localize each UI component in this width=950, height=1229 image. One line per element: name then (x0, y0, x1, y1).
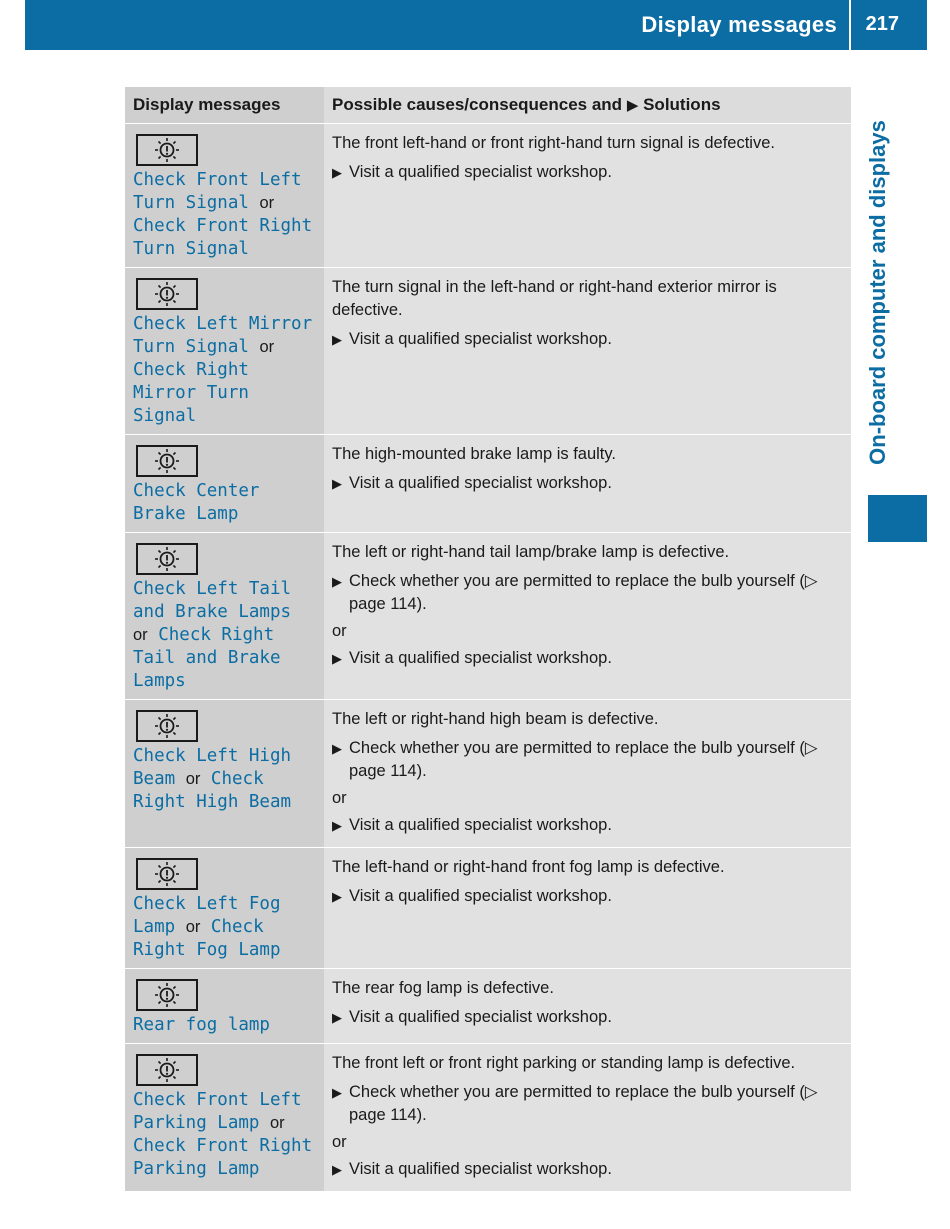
solution-step-text: Check whether you are permitted to replace the bulb yourself (▷ page 114). (349, 739, 818, 780)
display-message-text (133, 480, 316, 526)
causes-cell (324, 700, 851, 847)
col-header-causes-text: Possible causes/consequences and (332, 95, 623, 114)
message-cell (125, 268, 324, 434)
display-messages-table (125, 87, 851, 1192)
side-section-label (866, 100, 890, 485)
solution-step (332, 161, 843, 184)
cause-text: The rear fog lamp is defective. (332, 979, 554, 997)
causes-cell (324, 1044, 851, 1191)
message-cell (125, 533, 324, 699)
triangle-right-icon: ▶ (626, 97, 639, 114)
solution-step-text: Visit a qualified specialist workshop. (349, 649, 612, 667)
page-header (25, 0, 927, 50)
table-body (125, 124, 851, 1192)
display-message-text (133, 1089, 316, 1181)
or-separator: or (332, 789, 347, 807)
solution-step (332, 472, 843, 495)
triangle-right-icon: ▶ (332, 574, 342, 589)
page-number: 217 (865, 13, 899, 35)
triangle-right-icon: ▶ (332, 889, 342, 904)
display-message-part: Check Front Right Turn Signal (133, 216, 313, 259)
causes-cell (324, 124, 851, 267)
display-message-part: Rear fog lamp (133, 1015, 270, 1035)
table-row (125, 268, 851, 435)
triangle-right-icon: ▶ (332, 476, 342, 491)
message-cell (125, 700, 324, 847)
triangle-right-icon: ▶ (332, 332, 342, 347)
bulb-warning-icon (136, 710, 198, 742)
or-separator: or (332, 622, 347, 640)
triangle-right-icon: ▶ (332, 818, 342, 833)
cause-text: The left-hand or right-hand front fog lamp is defective. (332, 858, 725, 876)
solution-step (332, 1081, 843, 1127)
table-row (125, 700, 851, 848)
display-message-text (133, 578, 316, 693)
solution-step-text: Check whether you are permitted to replace the bulb yourself (▷ page 114). (349, 572, 818, 613)
display-message-part: Check Front Right Parking Lamp (133, 1136, 313, 1179)
table-row (125, 124, 851, 268)
solution-step-text: Visit a qualified specialist workshop. (349, 1008, 612, 1026)
solution-step (332, 328, 843, 351)
table-row (125, 848, 851, 969)
causes-cell (324, 533, 851, 699)
table-header (125, 87, 851, 124)
col-header-messages: Display messages (125, 87, 324, 123)
table-row (125, 969, 851, 1044)
causes-cell (324, 969, 851, 1043)
solution-step (332, 1006, 843, 1029)
solution-step-text: Visit a qualified specialist workshop. (349, 163, 612, 181)
message-cell (125, 969, 324, 1043)
cause-text: The front left or front right parking or standing lamp is defective. (332, 1054, 796, 1072)
cause-text: The front left-hand or front right-hand turn signal is defective. (332, 134, 775, 152)
display-message-text (133, 893, 316, 962)
solution-step-text: Visit a qualified specialist workshop. (349, 1160, 612, 1178)
bulb-warning-icon (136, 979, 198, 1011)
display-message-text (133, 169, 316, 261)
header-divider (849, 0, 851, 50)
triangle-right-icon: ▶ (332, 1010, 342, 1025)
table-row (125, 1044, 851, 1192)
causes-cell (324, 268, 851, 434)
bulb-warning-icon (136, 134, 198, 166)
triangle-right-icon: ▶ (332, 651, 342, 666)
cause-text: The turn signal in the left-hand or right-hand exterior mirror is defective. (332, 278, 777, 319)
bulb-warning-icon (136, 543, 198, 575)
or-separator: or (332, 1133, 347, 1151)
solution-step (332, 1158, 843, 1181)
triangle-right-icon: ▶ (332, 1085, 342, 1100)
display-message-part: Check Right Fog Lamp (133, 917, 281, 960)
or-separator: or (269, 1114, 285, 1132)
display-message-part: Check Left Fog Lamp (133, 894, 281, 937)
bulb-warning-icon (136, 278, 198, 310)
side-section-text: On-board computer and displays (865, 120, 890, 465)
table-row (125, 435, 851, 533)
bulb-warning-icon (136, 445, 198, 477)
or-separator: or (185, 770, 201, 788)
display-message-part: Check Left High Beam (133, 746, 292, 789)
solution-step (332, 814, 843, 837)
triangle-right-icon: ▶ (332, 165, 342, 180)
message-cell (125, 1044, 324, 1191)
solution-step-text: Visit a qualified specialist workshop. (349, 887, 612, 905)
solution-step (332, 570, 843, 616)
display-message-part: Check Right High Beam (133, 769, 292, 812)
solution-step (332, 737, 843, 783)
display-message-part: Check Right Tail and Brake Lamps (133, 625, 281, 691)
display-message-part: Check Front Left Turn Signal (133, 170, 302, 213)
table-row (125, 533, 851, 700)
message-cell (125, 848, 324, 968)
col-header-solutions-text: Solutions (643, 95, 721, 114)
cause-text: The left or right-hand tail lamp/brake lamp is defective. (332, 543, 730, 561)
solution-step-text: Visit a qualified specialist workshop. (349, 816, 612, 834)
display-message-part: Check Center Brake Lamp (133, 481, 260, 524)
display-message-part: Check Left Tail and Brake Lamps (133, 579, 292, 622)
triangle-right-icon: ▶ (332, 1162, 342, 1177)
display-message-text (133, 313, 316, 428)
solution-step-text: Check whether you are permitted to replace the bulb yourself (▷ page 114). (349, 1083, 818, 1124)
cause-text: The left or right-hand high beam is defective. (332, 710, 659, 728)
bulb-warning-icon (136, 1054, 198, 1086)
solution-step (332, 885, 843, 908)
cause-text: The high-mounted brake lamp is faulty. (332, 445, 617, 463)
solution-step-text: Visit a qualified specialist workshop. (349, 474, 612, 492)
solution-step (332, 647, 843, 670)
or-separator: or (259, 338, 275, 356)
or-separator: or (185, 918, 201, 936)
causes-cell (324, 435, 851, 532)
or-separator: or (133, 626, 148, 644)
triangle-right-icon: ▶ (332, 741, 342, 756)
message-cell (125, 124, 324, 267)
causes-cell (324, 848, 851, 968)
display-message-part: Check Left Mirror Turn Signal (133, 314, 313, 357)
col-header-causes (324, 87, 851, 123)
or-separator: or (259, 194, 275, 212)
solution-step-text: Visit a qualified specialist workshop. (349, 330, 612, 348)
side-tab-marker (868, 495, 927, 542)
display-message-part: Check Right Mirror Turn Signal (133, 360, 249, 426)
display-message-part: Check Front Left Parking Lamp (133, 1090, 302, 1133)
display-message-text (133, 745, 316, 814)
header-title: Display messages (641, 12, 837, 37)
bulb-warning-icon (136, 858, 198, 890)
message-cell (125, 435, 324, 532)
display-message-text (133, 1014, 316, 1037)
